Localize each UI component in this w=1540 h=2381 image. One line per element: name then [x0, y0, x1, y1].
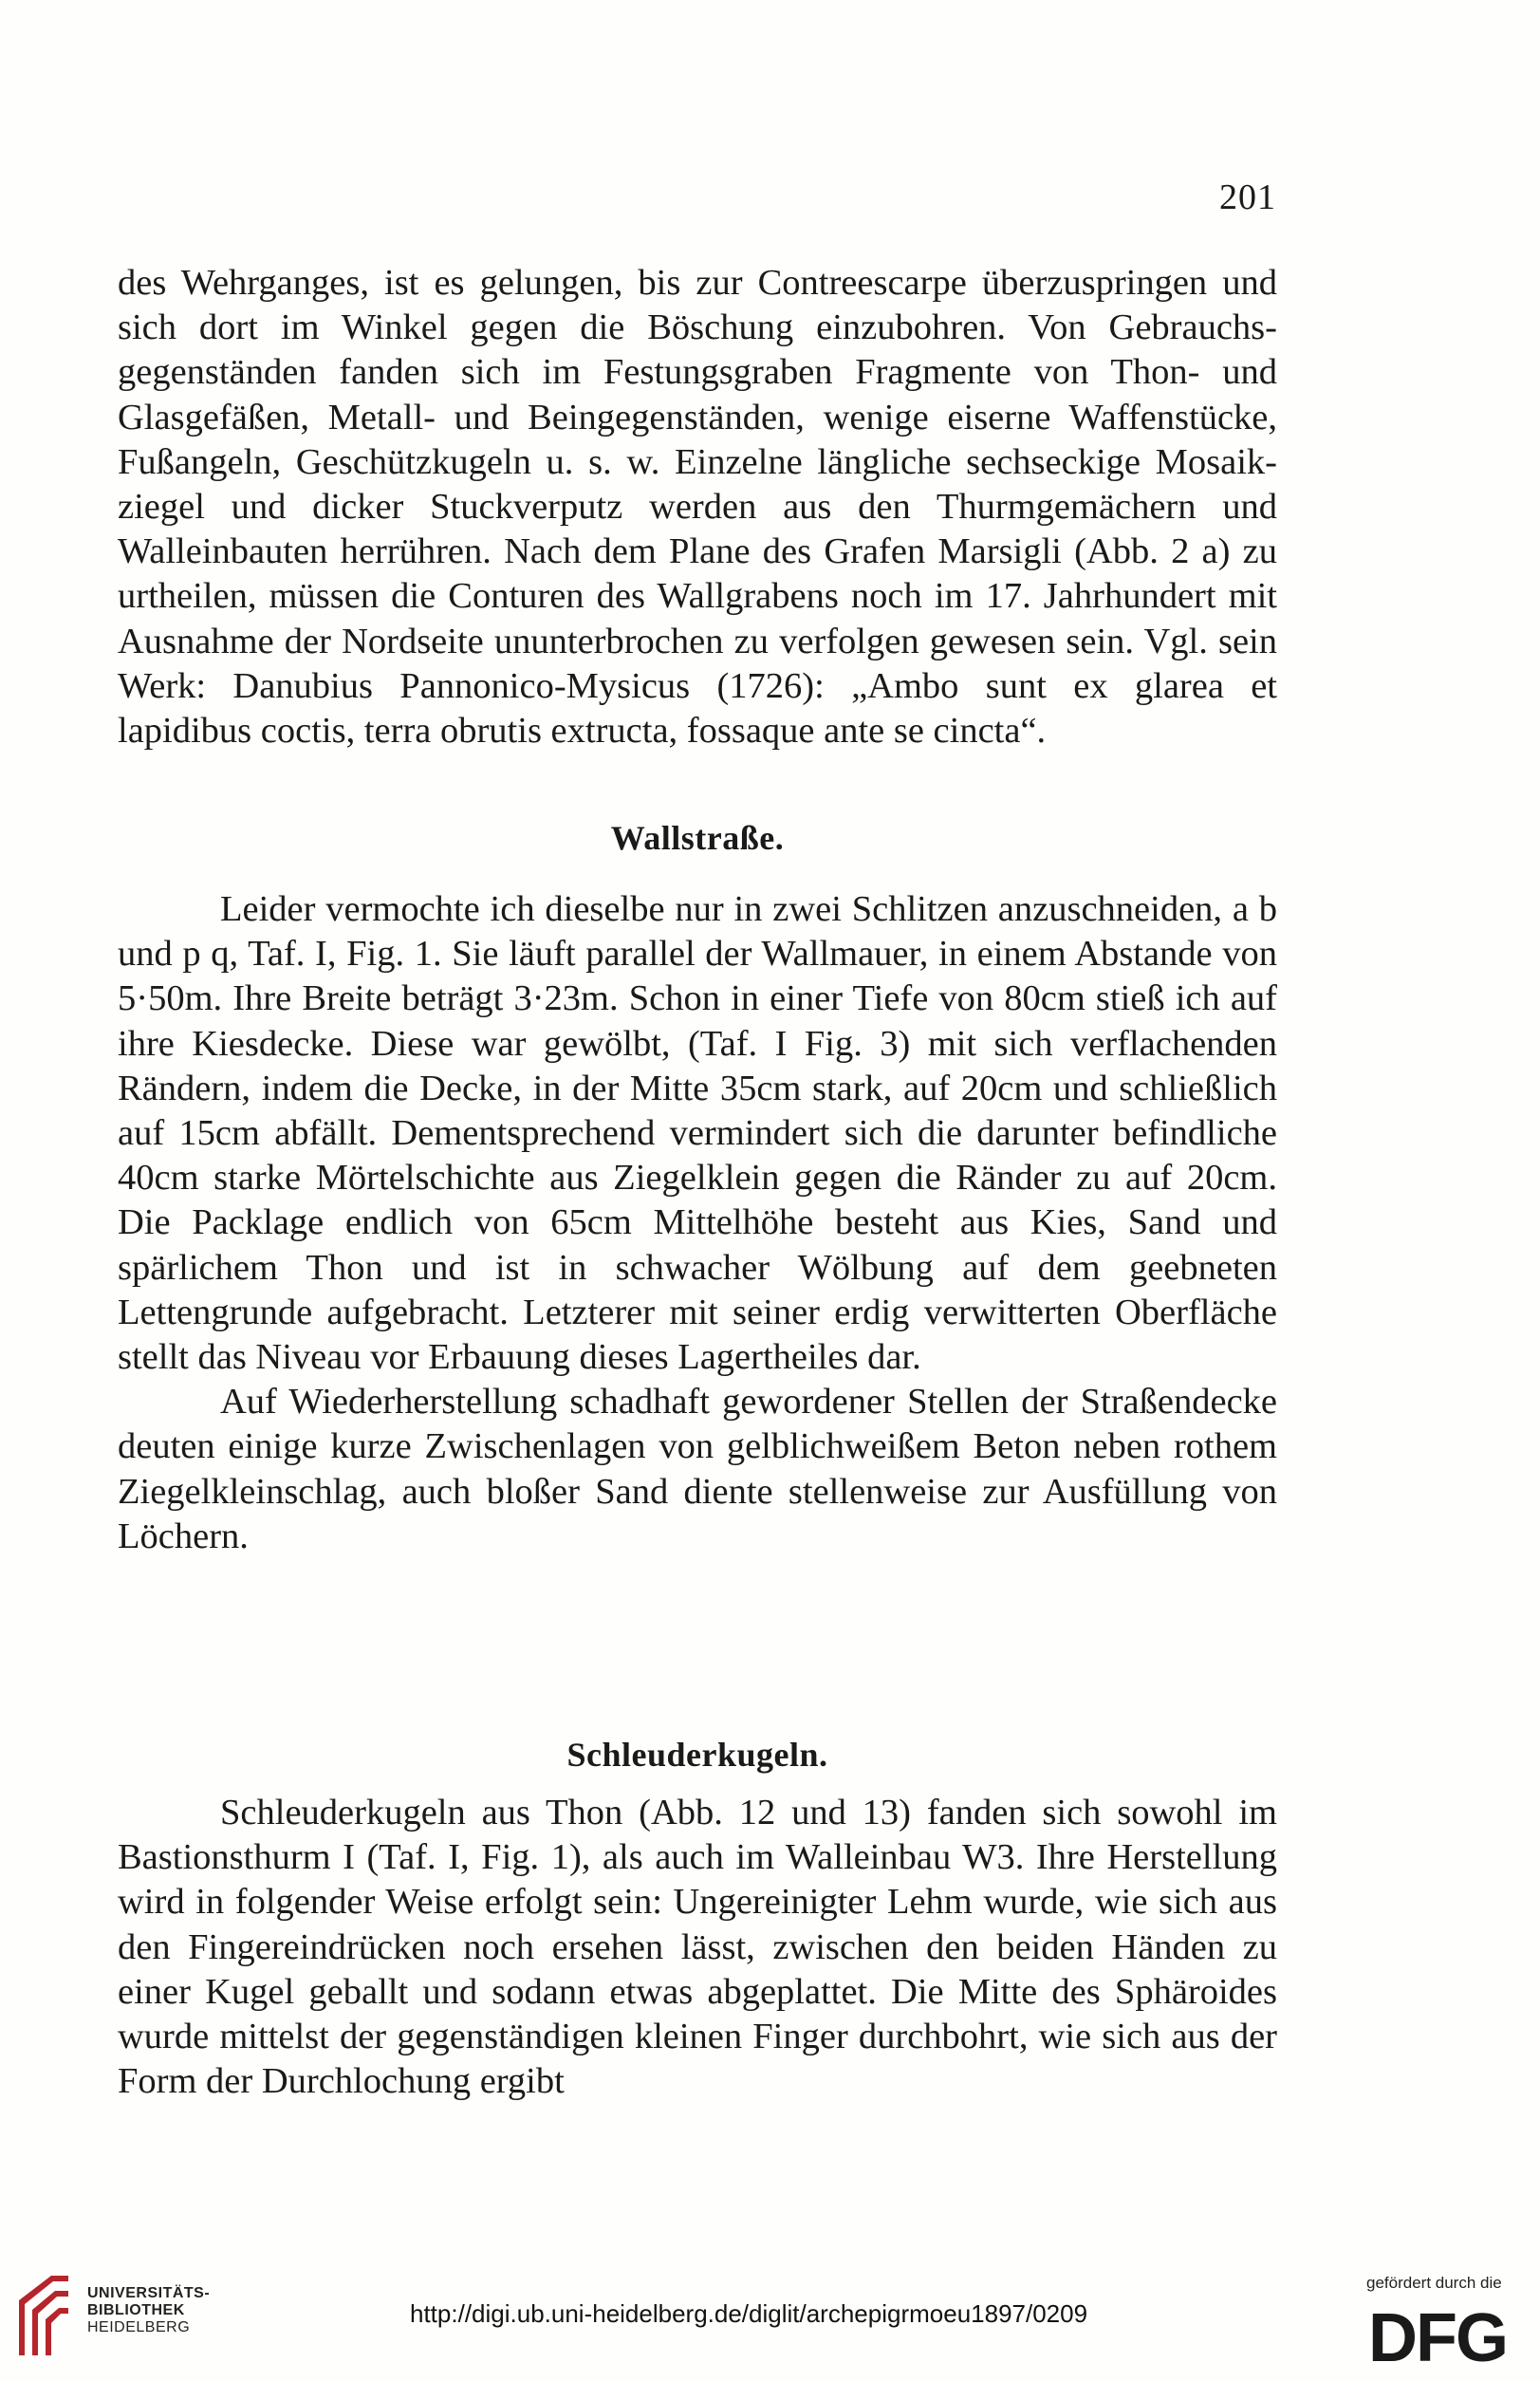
university-library-logo-icon	[13, 2272, 74, 2357]
section-heading-wallstrasse: Wallstraße.	[610, 819, 785, 857]
paragraph: Auf Wiederherstellung schadhaft gewordener Stellen der Straßendecke deuten einige kurze Zwischenlagen von gelblichweißem Beton neben rothem Ziegelkleinschlag, auch bloßer Sand diente stellenweise zur Ausfüllung von Löchern.	[118, 1382, 1277, 1556]
paragraph: des Wehrganges, ist es gelungen, bis zur Contreescarpe überzuspringen und sich dort im Winkel gegen die Böschung einzubohren. Von Gebrauchsgegenständen fanden sich im Festungsgraben Fragmente von Thon- und Glasgefäßen, Metall- und Beingegenständen, wenige eiserne Waffenstücke, Fußangeln, Geschützkugeln u. s. w. Einzelne längliche sechseckige Mosaikziegel und dicker Stuckverputz werden aus den Thurmgemächern und Walleinbauten herrühren. Nach dem Plane des Grafen Marsigli (Abb. 2 a) zu urtheilen, müssen die Conturen des Wallgrabens noch im 17. Jahrhundert mit Ausnahme der Nordseite ununterbrochen zu verfolgen gewesen sein. Vgl. sein Werk: Danubius Pannonico-Mysicus (1726): „Ambo sunt ex glarea et lapidibus coctis, terra obrutis extructa, fossaque ante se cincta“.	[118, 263, 1277, 752]
library-name-line1: UNIVERSITÄTS-	[87, 2285, 211, 2301]
library-name-line3: HEIDELBERG	[87, 2319, 191, 2335]
schleuderkugeln-text-block	[118, 1791, 1277, 2104]
opening-text-block	[118, 261, 1277, 753]
page-number: 201	[1219, 177, 1276, 217]
funding-caption: gefördert durch die	[1366, 2274, 1502, 2292]
permalink-url[interactable]: http://digi.ub.uni-heidelberg.de/diglit/archepigrmoeu1897/0209	[410, 2299, 1088, 2328]
paragraph: Leider vermochte ich dieselbe nur in zwei Schlitzen anzuschneiden, a b und p q, Taf. I, Fig. 1. Sie läuft parallel der Wallmauer, in einem Abstande von 5·50m. Ihre Breite beträgt 3·23m. Schon in einer Tiefe von 80cm stieß ich auf ihre Kiesdecke. Diese war gewölbt, (Taf. I Fig. 3) mit sich verflachenden Rändern, indem die Decke, in der Mitte 35cm stark, auf 20cm und schließlich auf 15cm abfällt. Dementsprechend vermindert sich die darunter befindliche 40cm starke Mörtelschichte aus Ziegelklein gegen die Ränder zu auf 20cm. Die Packlage endlich von 65cm Mittelhöhe besteht aus Kies, Sand und spärlichem Thon und ist in schwacher Wölbung auf dem geebneten Lettengrunde aufgebracht. Letzterer mit seiner erdig verwitterten Oberfläche stellt das Niveau vor Erbauung dieses Lagertheiles dar.	[118, 889, 1277, 1378]
section-heading-schleuderkugeln: Schleuderkugeln.	[566, 1736, 828, 1774]
library-name-line2: BIBLIOTHEK	[87, 2302, 185, 2318]
dfg-logo-text: DFG	[1368, 2300, 1507, 2371]
paragraph: Schleuderkugeln aus Thon (Abb. 12 und 13) fanden sich sowohl im Bastionsthurm I (Taf. I, Fig. 1), als auch im Walleinbau W3. Ihre Herstellung wird in folgender Weise erfolgt sein: Ungereinigter Lehm wurde, wie sich aus den Fingereindrücken noch ersehen lässt, zwischen den beiden Händen zu einer Kugel geballt und sodann etwas abgeplattet. Die Mitte des Sphäroides wurde mittelst der gegenständigen kleinen Finger durchbohrt, wie sich aus der Form der Durchlochung ergibt	[118, 1793, 1277, 2102]
digitization-footer	[0, 2268, 1540, 2381]
dfg-logo-icon	[1368, 2298, 1515, 2371]
library-name	[87, 2285, 210, 2336]
wallstrasse-text-block	[118, 887, 1277, 1559]
